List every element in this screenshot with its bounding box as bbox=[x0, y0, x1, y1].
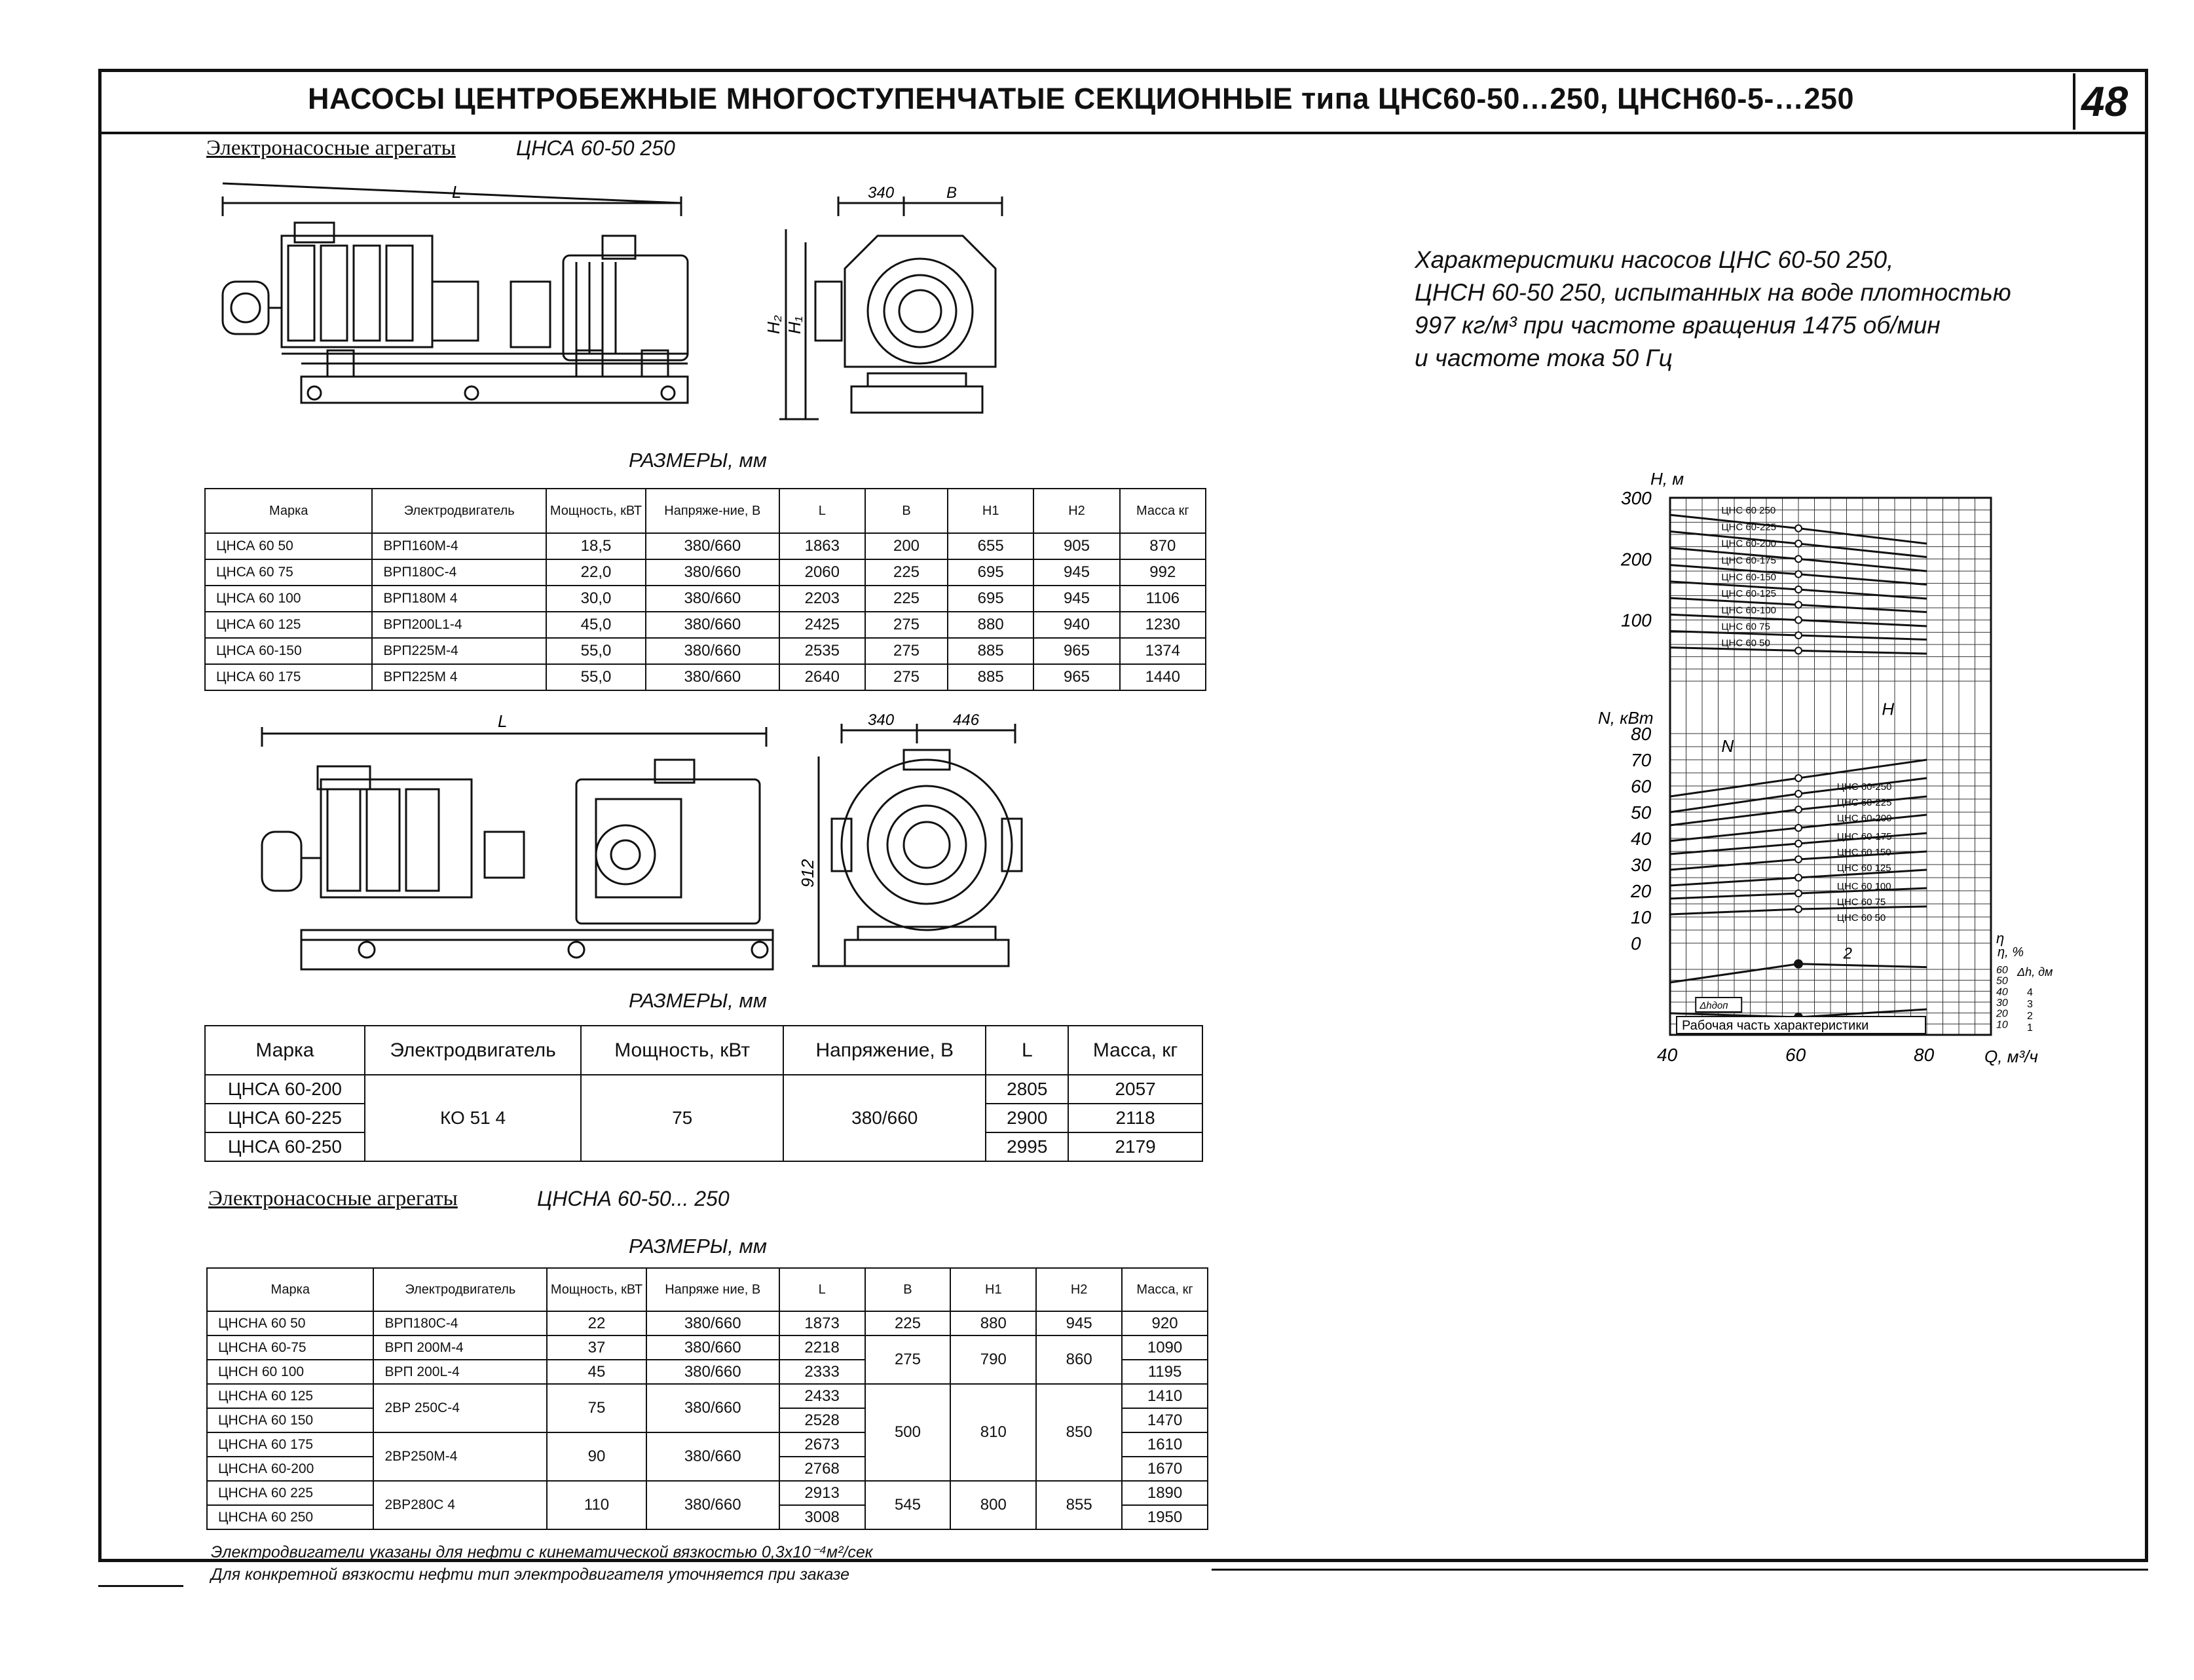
cell: ВРП180С-4 bbox=[373, 1311, 547, 1335]
power-tick-label: 80 bbox=[1631, 724, 1652, 744]
pump-side-view-drawing-2 bbox=[249, 711, 773, 976]
cell: 380/660 bbox=[646, 638, 779, 664]
cell: 30,0 bbox=[546, 586, 646, 612]
table-2-caption: РАЗМЕРЫ, мм bbox=[629, 989, 767, 1012]
cell: 800 bbox=[950, 1481, 1036, 1529]
cell: ВРП 200L-4 bbox=[373, 1360, 547, 1384]
efficiency-tick-label: 50 bbox=[1996, 975, 2008, 987]
npsh-tick-label: 1 bbox=[2027, 1022, 2033, 1034]
x-axis-label: Q, м³/ч bbox=[1984, 1047, 2038, 1066]
cell: 855 bbox=[1036, 1481, 1122, 1529]
power-curve-label: ЦНС 60 50 bbox=[1836, 912, 1886, 924]
cell-power: 75 bbox=[581, 1075, 783, 1161]
table-row bbox=[205, 664, 1206, 690]
col-H1: H1 bbox=[948, 489, 1033, 533]
cell-motor: КО 51 4 bbox=[365, 1075, 581, 1161]
head-point bbox=[1795, 601, 1802, 608]
cell: ЦНСНА 60 150 bbox=[207, 1408, 373, 1432]
cell: ВРП225М 4 bbox=[372, 664, 546, 690]
cell: 380/660 bbox=[646, 1335, 779, 1360]
cell: 2218 bbox=[779, 1335, 865, 1360]
efficiency-tick-label: 40 bbox=[1996, 986, 2008, 998]
label-dh: Δhдоп bbox=[1700, 1000, 1728, 1011]
power-point bbox=[1795, 856, 1802, 863]
cell: 275 bbox=[865, 664, 948, 690]
cell: 22,0 bbox=[546, 559, 646, 586]
table-row bbox=[205, 559, 1206, 586]
cell: ЦНСА 60 100 bbox=[205, 586, 372, 612]
section-1-model: ЦНСА 60-50 250 bbox=[516, 136, 675, 160]
cell: ЦНСА 60-150 bbox=[205, 638, 372, 664]
npsh-tick-label: 3 bbox=[2027, 999, 2033, 1010]
cell: 2118 bbox=[1068, 1104, 1202, 1132]
cell: ЦНСНА 60 225 bbox=[207, 1481, 373, 1505]
efficiency-tick-label: 30 bbox=[1996, 998, 2008, 1009]
cell: 1610 bbox=[1122, 1432, 1208, 1457]
cell: 55,0 bbox=[546, 664, 646, 690]
cell: 2203 bbox=[779, 586, 865, 612]
cell: 695 bbox=[948, 559, 1033, 586]
cell: 1230 bbox=[1120, 612, 1206, 638]
table-row bbox=[207, 1481, 1208, 1505]
cell: 2ВР 250С-4 bbox=[373, 1384, 547, 1432]
cell: 380/660 bbox=[646, 1311, 779, 1335]
cell: 545 bbox=[865, 1481, 951, 1529]
cell: 810 bbox=[950, 1384, 1036, 1481]
col-H2: H2 bbox=[1036, 1268, 1122, 1311]
cell: 380/660 bbox=[646, 1384, 779, 1432]
cell: 45,0 bbox=[546, 612, 646, 638]
cell: 870 bbox=[1120, 533, 1206, 559]
cell: 2673 bbox=[779, 1432, 865, 1457]
col-voltage: Напряже ние, В bbox=[646, 1268, 779, 1311]
cell: 965 bbox=[1033, 638, 1119, 664]
description-line-4: и частоте тока 50 Гц bbox=[1415, 345, 1673, 371]
power-tick-label: 60 bbox=[1631, 776, 1652, 796]
cell: ЦНСА 60 50 bbox=[205, 533, 372, 559]
cell: 2ВР250М-4 bbox=[373, 1432, 547, 1481]
cell: 225 bbox=[865, 1311, 951, 1335]
cell: ЦНСА 60-250 bbox=[205, 1132, 365, 1161]
col-mass: Масса, кг bbox=[1068, 1026, 1202, 1075]
cell: ВРП160М-4 bbox=[372, 533, 546, 559]
dim-L-label-2: L bbox=[498, 711, 508, 731]
efficiency-point bbox=[1794, 960, 1803, 969]
x-tick-label: 60 bbox=[1785, 1045, 1806, 1065]
cell: 2ВР280С 4 bbox=[373, 1481, 547, 1529]
head-curve-label: ЦНС 60-200 bbox=[1721, 538, 1777, 550]
cell: 225 bbox=[865, 586, 948, 612]
cell: 380/660 bbox=[646, 533, 779, 559]
cell: 90 bbox=[547, 1432, 646, 1481]
section-1-label: Электронасосные агрегаты bbox=[206, 136, 456, 160]
cell: 2913 bbox=[779, 1481, 865, 1505]
section-3-label: Электронасосные агрегаты bbox=[208, 1187, 458, 1210]
npsh-axis-label: Δh, дм bbox=[2017, 965, 2053, 979]
cell: 850 bbox=[1036, 1384, 1122, 1481]
dim-H1-label: H₁ bbox=[785, 316, 804, 334]
cell: 2333 bbox=[779, 1360, 865, 1384]
cell: 2179 bbox=[1068, 1132, 1202, 1161]
cell: 1440 bbox=[1120, 664, 1206, 690]
power-curve-label: ЦНС 60-250 bbox=[1836, 781, 1892, 793]
head-point bbox=[1795, 555, 1802, 562]
power-axis-label: N, кВт bbox=[1598, 708, 1654, 728]
dim-B-label-1: B bbox=[946, 184, 958, 202]
power-tick-label: 50 bbox=[1631, 802, 1652, 823]
table-row bbox=[207, 1311, 1208, 1335]
col-H2: H2 bbox=[1033, 489, 1119, 533]
cell: 225 bbox=[865, 559, 948, 586]
pump-characteristics-chart bbox=[1559, 458, 2053, 1087]
cell: 965 bbox=[1033, 664, 1119, 690]
cell: 380/660 bbox=[646, 586, 779, 612]
power-curve-label: ЦНС 60 100 bbox=[1836, 881, 1891, 892]
cell: 945 bbox=[1036, 1311, 1122, 1335]
head-tick-label: 100 bbox=[1621, 610, 1652, 631]
cell: 2640 bbox=[779, 664, 865, 690]
cell: ЦНСНА 60 125 bbox=[207, 1384, 373, 1408]
head-point bbox=[1795, 617, 1802, 624]
head-curve-label: ЦНС 60 50 bbox=[1721, 637, 1770, 649]
col-mark: Марка bbox=[205, 489, 372, 533]
efficiency-tick-label: 10 bbox=[1996, 1019, 2008, 1031]
col-L: L bbox=[779, 489, 865, 533]
efficiency-axis-label: η, % bbox=[1998, 945, 2024, 960]
cell: 2060 bbox=[779, 559, 865, 586]
footnote-1: Электродвигатели указаны для нефти с кинематической вязкостью 0,3х10⁻⁴м²/сек bbox=[211, 1543, 873, 1561]
cell: 2995 bbox=[986, 1132, 1068, 1161]
table-3 bbox=[206, 1267, 1208, 1530]
cell: 380/660 bbox=[646, 1360, 779, 1384]
cell: 2433 bbox=[779, 1384, 865, 1408]
cell: 860 bbox=[1036, 1335, 1122, 1384]
cell: ЦНСНА 60-200 bbox=[207, 1457, 373, 1481]
cell: ЦНСН 60 100 bbox=[207, 1360, 373, 1384]
cell: 790 bbox=[950, 1335, 1036, 1384]
cell: 55,0 bbox=[546, 638, 646, 664]
head-axis-label: H, м bbox=[1650, 469, 1684, 489]
col-voltage: Напряже-ние, В bbox=[646, 489, 779, 533]
dim-446-label: 446 bbox=[953, 711, 980, 729]
working-zone-label: Рабочая часть характеристики bbox=[1682, 1018, 1869, 1033]
col-voltage: Напряжение, В bbox=[783, 1026, 986, 1075]
power-curve-label: ЦНС 60 125 bbox=[1836, 863, 1891, 874]
table-1-caption: РАЗМЕРЫ, мм bbox=[629, 449, 767, 472]
power-tick-label: 20 bbox=[1631, 881, 1652, 901]
table-3-caption: РАЗМЕРЫ, мм bbox=[629, 1235, 767, 1258]
cell: 110 bbox=[547, 1481, 646, 1529]
cell: 885 bbox=[948, 638, 1033, 664]
label-H: H bbox=[1882, 699, 1895, 719]
label-N: N bbox=[1721, 736, 1734, 756]
cell: ВРП200L1-4 bbox=[372, 612, 546, 638]
power-curve-label: ЦНС 60-200 bbox=[1836, 813, 1892, 824]
power-point bbox=[1795, 890, 1802, 897]
col-power: Мощность, кВТ bbox=[547, 1268, 646, 1311]
description-line-3: 997 кг/м³ при частоте вращения 1475 об/мин bbox=[1415, 312, 1941, 339]
table-2-header bbox=[205, 1026, 1202, 1075]
head-point bbox=[1795, 540, 1802, 547]
col-mass: Масса кг bbox=[1120, 489, 1206, 533]
table-row bbox=[207, 1335, 1208, 1360]
table-2 bbox=[204, 1025, 1203, 1162]
dim-H2-label: H₂ bbox=[764, 315, 783, 334]
cell: 45 bbox=[547, 1360, 646, 1384]
cell: ЦНСА 60 75 bbox=[205, 559, 372, 586]
table-row bbox=[205, 612, 1206, 638]
head-point bbox=[1795, 647, 1802, 654]
table-1 bbox=[204, 488, 1206, 691]
bottom-rule-left bbox=[98, 1585, 183, 1587]
cell: 22 bbox=[547, 1311, 646, 1335]
col-B: В bbox=[865, 1268, 951, 1311]
description-line-1: Характеристики насосов ЦНС 60-50 250, bbox=[1415, 246, 1894, 273]
cell: 1106 bbox=[1120, 586, 1206, 612]
cell: 1890 bbox=[1122, 1481, 1208, 1505]
cell: ВРП180С-4 bbox=[372, 559, 546, 586]
cell: 2425 bbox=[779, 612, 865, 638]
cell: 945 bbox=[1033, 586, 1119, 612]
cell: 1950 bbox=[1122, 1505, 1208, 1529]
pump-front-view-drawing-1 bbox=[753, 183, 1015, 432]
cell: 1873 bbox=[779, 1311, 865, 1335]
col-B: В bbox=[865, 489, 948, 533]
cell: 3008 bbox=[779, 1505, 865, 1529]
page-number: 48 bbox=[2081, 78, 2129, 125]
head-curve-label: ЦНС 60-150 bbox=[1721, 571, 1777, 583]
cell: 380/660 bbox=[646, 1432, 779, 1481]
cell: 1374 bbox=[1120, 638, 1206, 664]
cell: 880 bbox=[948, 612, 1033, 638]
label-2: 2 bbox=[1843, 944, 1852, 963]
label-eta: η bbox=[1996, 930, 2005, 946]
power-point bbox=[1795, 806, 1802, 813]
col-motor: Электродвигатель bbox=[373, 1268, 547, 1311]
dim-340-label-2: 340 bbox=[868, 711, 895, 729]
cell: 275 bbox=[865, 638, 948, 664]
cell: 2535 bbox=[779, 638, 865, 664]
cell: 37 bbox=[547, 1335, 646, 1360]
table-row bbox=[205, 533, 1206, 559]
power-tick-label: 30 bbox=[1631, 855, 1652, 875]
cell: 380/660 bbox=[646, 559, 779, 586]
head-curve-label: ЦНС 60 250 bbox=[1721, 505, 1776, 517]
dim-340-label-1: 340 bbox=[868, 184, 895, 202]
cell: 2805 bbox=[986, 1075, 1068, 1104]
cell: 1470 bbox=[1122, 1408, 1208, 1432]
cell: 200 bbox=[865, 533, 948, 559]
col-power: Мощность, кВт bbox=[581, 1026, 783, 1075]
cell: ВРП 200М-4 bbox=[373, 1335, 547, 1360]
pump-side-view-drawing-1 bbox=[210, 183, 714, 432]
cell: 275 bbox=[865, 612, 948, 638]
cell: 380/660 bbox=[646, 664, 779, 690]
col-H1: H1 bbox=[950, 1268, 1036, 1311]
pump-front-view-drawing-2 bbox=[798, 711, 1068, 973]
head-curve-label: ЦНС 60-100 bbox=[1721, 605, 1777, 616]
dim-912-label: 912 bbox=[798, 859, 817, 887]
x-tick-label: 80 bbox=[1914, 1045, 1935, 1065]
npsh-tick-label: 4 bbox=[2027, 987, 2033, 998]
col-L: L bbox=[779, 1268, 865, 1311]
cell-voltage: 380/660 bbox=[783, 1075, 986, 1161]
page-title: НАСОСЫ ЦЕНТРОБЕЖНЫЕ МНОГОСТУПЕНЧАТЫЕ СЕКЦИОННЫЕ типа ЦНС60-50…250, ЦНСН60-5-…250 bbox=[308, 82, 1854, 115]
head-point bbox=[1795, 571, 1802, 578]
footnote-2: Для конкретной вязкости нефти тип электродвигателя уточняется при заказе bbox=[211, 1565, 850, 1584]
head-curve-label: ЦНС 60-125 bbox=[1721, 588, 1777, 600]
cell: 2768 bbox=[779, 1457, 865, 1481]
power-tick-label: 0 bbox=[1631, 933, 1641, 954]
col-motor: Электродвигатель bbox=[365, 1026, 581, 1075]
cell: 940 bbox=[1033, 612, 1119, 638]
head-tick-label: 300 bbox=[1621, 488, 1652, 508]
cell: ЦНСНА 60 50 bbox=[207, 1311, 373, 1335]
cell: 885 bbox=[948, 664, 1033, 690]
cell: ЦНСА 60 175 bbox=[205, 664, 372, 690]
table-row bbox=[205, 586, 1206, 612]
description-line-2: ЦНСН 60-50 250, испытанных на воде плотностью bbox=[1415, 279, 2011, 306]
power-tick-label: 10 bbox=[1631, 907, 1652, 927]
col-power: Мощность, кВТ bbox=[546, 489, 646, 533]
power-curve-label: ЦНС 60-225 bbox=[1836, 797, 1892, 808]
cell: 2900 bbox=[986, 1104, 1068, 1132]
cell: 920 bbox=[1122, 1311, 1208, 1335]
col-L: L bbox=[986, 1026, 1068, 1075]
cell: 1670 bbox=[1122, 1457, 1208, 1481]
power-point bbox=[1795, 906, 1802, 912]
cell: 2057 bbox=[1068, 1075, 1202, 1104]
cell: 1090 bbox=[1122, 1335, 1208, 1360]
cell: ВРП180М 4 bbox=[372, 586, 546, 612]
head-point bbox=[1795, 525, 1802, 532]
power-point bbox=[1795, 775, 1802, 781]
cell: 1410 bbox=[1122, 1384, 1208, 1408]
cell: 1195 bbox=[1122, 1360, 1208, 1384]
cell: 18,5 bbox=[546, 533, 646, 559]
npsh-tick-label: 2 bbox=[2027, 1011, 2033, 1022]
cell: 500 bbox=[865, 1384, 951, 1481]
head-curve-label: ЦНС 60-175 bbox=[1721, 555, 1777, 567]
col-mark: Марка bbox=[205, 1026, 365, 1075]
table-1-header bbox=[205, 489, 1206, 533]
power-point bbox=[1795, 825, 1802, 831]
power-curve-label: ЦНС 60-175 bbox=[1836, 831, 1892, 842]
head-tick-label: 200 bbox=[1621, 549, 1652, 570]
cell: 380/660 bbox=[646, 612, 779, 638]
cell: ЦНСА 60 125 bbox=[205, 612, 372, 638]
cell: ЦНСНА 60 250 bbox=[207, 1505, 373, 1529]
cell: 880 bbox=[950, 1311, 1036, 1335]
cell: ЦНСА 60-200 bbox=[205, 1075, 365, 1104]
table-3-header bbox=[207, 1268, 1208, 1311]
cell: ЦНСНА 60 175 bbox=[207, 1432, 373, 1457]
cell: 1863 bbox=[779, 533, 865, 559]
cell: ВРП225М-4 bbox=[372, 638, 546, 664]
col-mass: Масса, кг bbox=[1122, 1268, 1208, 1311]
head-curve-label: ЦНС 60 75 bbox=[1721, 621, 1770, 633]
power-tick-label: 70 bbox=[1631, 750, 1652, 770]
cell: 945 bbox=[1033, 559, 1119, 586]
cell: 655 bbox=[948, 533, 1033, 559]
efficiency-tick-label: 60 bbox=[1996, 965, 2008, 976]
chart-description bbox=[1415, 244, 2011, 375]
cell: ЦНСНА 60-75 bbox=[207, 1335, 373, 1360]
cell: 695 bbox=[948, 586, 1033, 612]
bottom-rule-right bbox=[1212, 1569, 2148, 1571]
power-curve-label: ЦНС 60 75 bbox=[1836, 897, 1886, 908]
x-tick-label: 40 bbox=[1657, 1045, 1678, 1065]
cell: 75 bbox=[547, 1384, 646, 1432]
head-curve-label: ЦНС 60-225 bbox=[1721, 521, 1777, 533]
table-row bbox=[207, 1384, 1208, 1408]
col-mark: Марка bbox=[207, 1268, 373, 1311]
col-motor: Электродвигатель bbox=[372, 489, 546, 533]
head-point bbox=[1795, 632, 1802, 639]
cell: 905 bbox=[1033, 533, 1119, 559]
table-row bbox=[205, 1075, 1202, 1104]
efficiency-tick-label: 20 bbox=[1996, 1008, 2008, 1020]
cell: 2528 bbox=[779, 1408, 865, 1432]
section-3-model: ЦНСНА 60-50... 250 bbox=[537, 1187, 730, 1210]
cell: 380/660 bbox=[646, 1481, 779, 1529]
power-point bbox=[1795, 874, 1802, 881]
table-row bbox=[205, 638, 1206, 664]
cell: ЦНСА 60-225 bbox=[205, 1104, 365, 1132]
power-curve-label: ЦНС 60 150 bbox=[1836, 847, 1891, 858]
power-point bbox=[1795, 791, 1802, 797]
power-tick-label: 40 bbox=[1631, 829, 1652, 849]
dim-L-label-1: L bbox=[452, 182, 462, 202]
cell: 992 bbox=[1120, 559, 1206, 586]
power-point bbox=[1795, 840, 1802, 847]
cell: 275 bbox=[865, 1335, 951, 1384]
head-point bbox=[1795, 586, 1802, 593]
